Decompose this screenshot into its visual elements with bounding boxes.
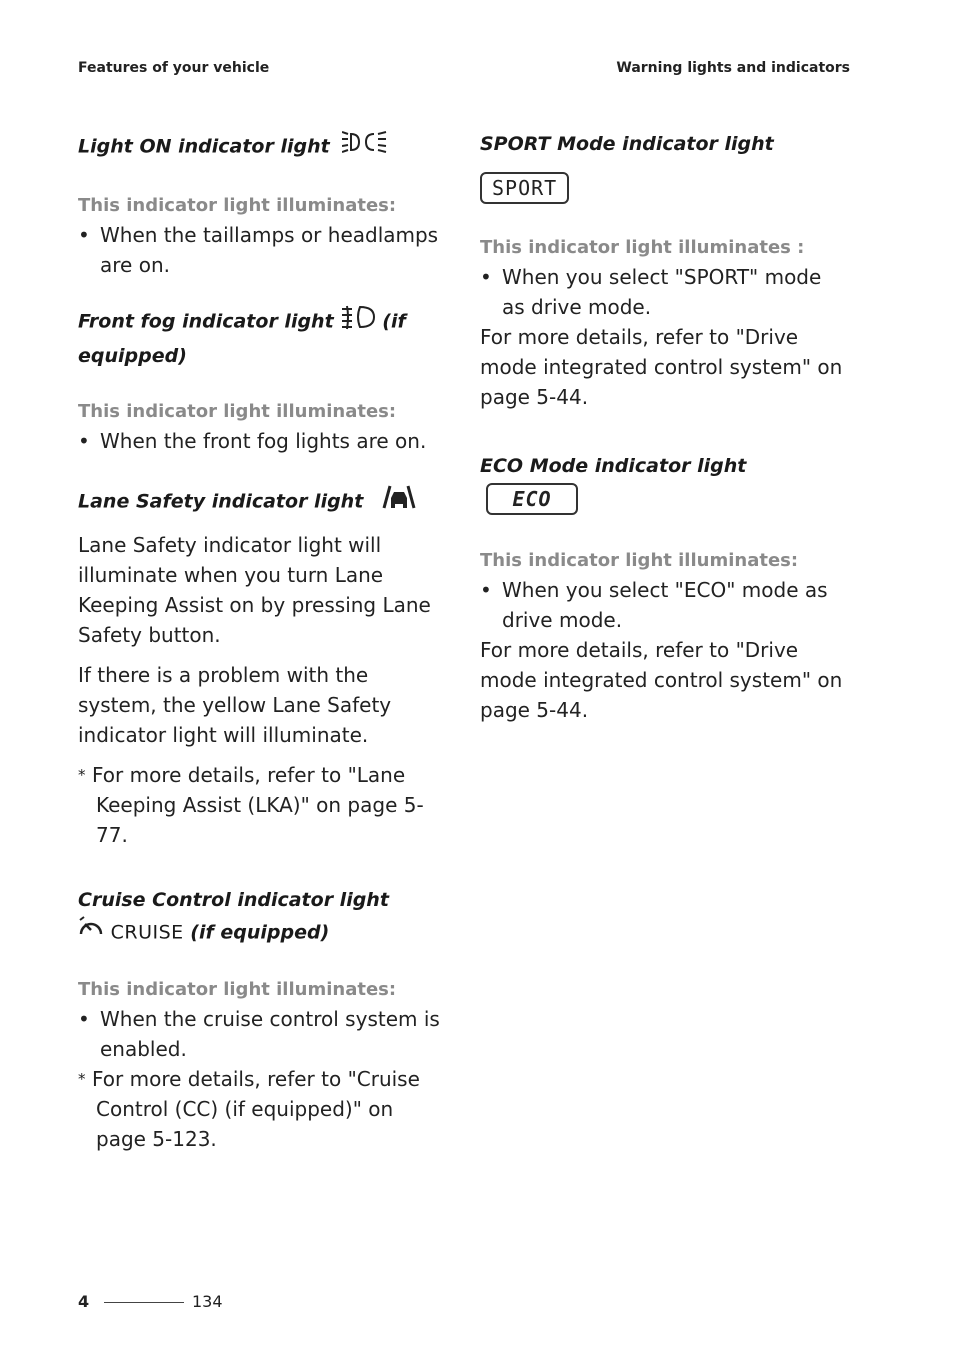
bullet-dot: •: [78, 1007, 90, 1031]
cruise-section: [78, 884, 448, 1154]
sport-heading: SPORT Mode indicator light: [480, 133, 774, 155]
sport-subheading: This indicator light illuminates :: [480, 237, 805, 258]
light-on-bullet: [78, 220, 448, 280]
front-fog-title-suffix: (if equipped): [78, 310, 406, 367]
lane-safety-paragraph-2: If there is a problem with the system, the yellow Lane Safety indicator light will illuminate.: [78, 663, 392, 747]
eco-title: ECO Mode indicator light: [480, 455, 747, 477]
front-fog-subheading: This indicator light illuminates:: [78, 401, 397, 422]
front-fog-icon: [340, 304, 376, 340]
cruise-bullet-text: When the cruise control system is enabled.: [100, 1007, 440, 1061]
front-fog-bullet-text: When the front fog lights are on.: [100, 429, 427, 453]
header-section-title: Features of your vehicle: [78, 60, 270, 76]
cruise-subheading: This indicator light illuminates:: [78, 979, 397, 1000]
sport-paragraph: For more details, refer to "Drive mode integrated control system" on page 5-44.: [480, 325, 843, 409]
bullet-dot: •: [78, 429, 90, 453]
sport-bullet-text: When you select "SPORT" mode as drive mode.: [502, 265, 822, 319]
sport-bullet: [480, 262, 850, 322]
eco-section: [480, 450, 850, 725]
cruise-title-suffix: (if equipped): [190, 921, 330, 944]
light-on-icon: [342, 130, 392, 164]
lane-safety-note: [78, 760, 448, 850]
lane-safety-title: Lane Safety indicator light: [78, 490, 364, 513]
bullet-dot: •: [480, 265, 492, 289]
cruise-icon: [78, 916, 104, 950]
lane-safety-icon: [376, 484, 422, 520]
note-asterisk: *: [78, 1070, 86, 1088]
header-chapter-title: Warning lights and indicators: [616, 60, 850, 76]
cruise-note-text: For more details, refer to "Cruise Control (CC) (if equipped)" on page 5-123.: [92, 1067, 420, 1151]
lane-safety-note-text: For more details, refer to "Lane Keeping Assist (LKA)" on page 5-77.: [92, 763, 424, 847]
front-fog-title: Front fog indicator light: [78, 310, 334, 333]
eco-bullet-text: When you select "ECO" mode as drive mode.: [502, 577, 828, 632]
cruise-badge-text: CRUISE: [110, 921, 184, 944]
cruise-note: [78, 1064, 448, 1154]
bullet-dot: •: [480, 577, 492, 602]
note-asterisk: *: [78, 766, 86, 784]
eco-badge: ECO: [486, 483, 578, 515]
chapter-number: 4: [78, 1292, 90, 1311]
cruise-bullet: [78, 1004, 448, 1064]
front-fog-section: [78, 304, 448, 456]
light-on-subheading: This indicator light illuminates:: [78, 195, 397, 216]
page-number: 134: [192, 1292, 223, 1311]
lane-safety-heading: [78, 484, 448, 520]
bullet-dot: •: [78, 223, 90, 247]
lane-safety-section: [78, 484, 448, 850]
left-column: [78, 128, 448, 1154]
right-column: [480, 128, 850, 725]
sport-badge: SPORT: [480, 172, 569, 204]
light-on-heading: [78, 130, 448, 164]
eco-bullet: [480, 575, 850, 635]
footer-rule: [104, 1302, 184, 1303]
cruise-heading-line-2: [78, 916, 448, 950]
eco-heading: [480, 450, 850, 515]
light-on-title: Light ON indicator light: [78, 135, 330, 158]
light-on-section: [78, 130, 448, 280]
light-on-bullet-text: When the taillamps or headlamps are on.: [100, 223, 439, 277]
lane-safety-paragraph-1: Lane Safety indicator light will illuminate when you turn Lane Keeping Assist on by pressing Lane Safety button.: [78, 533, 431, 647]
eco-subheading: This indicator light illuminates:: [480, 549, 799, 571]
eco-paragraph: For more details, refer to "Drive mode integrated control system" on page 5-44.: [480, 637, 843, 722]
page-footer: [78, 1292, 223, 1311]
cruise-heading: Cruise Control indicator light: [78, 889, 389, 911]
sport-section: [480, 128, 850, 412]
front-fog-bullet: [78, 426, 448, 456]
front-fog-heading: [78, 304, 448, 372]
